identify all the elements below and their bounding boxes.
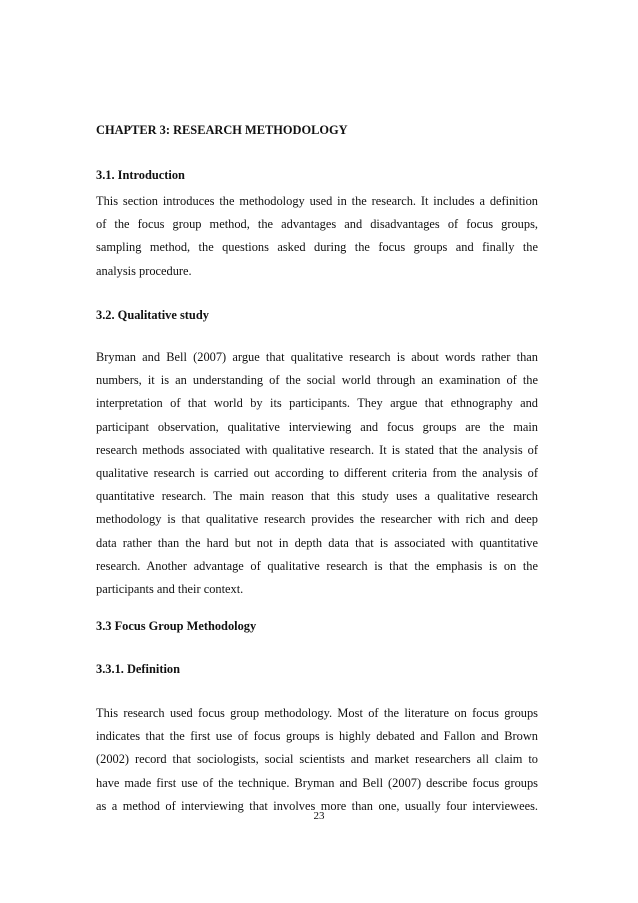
text-line: indicates that the first use of focus groups is highly debated and Fallon and Brown xyxy=(96,729,538,744)
text-line: data rather than the hard but not in depth data that is associated with quantitative xyxy=(96,535,538,550)
text-line: (2002) record that sociologists, social scientists and market researchers all claim to xyxy=(96,752,538,767)
section-heading-qualitative: 3.2. Qualitative study xyxy=(96,308,209,322)
text-line: This research used focus group methodology. Most of the literature on focus groups xyxy=(96,706,538,720)
text-line: analysis procedure. xyxy=(96,263,192,278)
section-heading-definition: 3.3.1. Definition xyxy=(96,662,180,676)
text-line: interpretation of that world by its participants. They argue that ethnography and xyxy=(96,396,538,411)
text-line: This section introduces the methodology used in the research. It includes a definition xyxy=(96,194,538,208)
text-line: research methods associated with qualitative research. It is stated that the analysis of xyxy=(96,442,538,457)
text-line: Bryman and Bell (2007) argue that qualitative research is about words rather than xyxy=(96,350,538,364)
text-line: methodology is that qualitative research provides the researcher with rich and deep xyxy=(96,512,538,527)
text-line: sampling method, the questions asked during the focus groups and finally the xyxy=(96,240,538,255)
section-heading-focus-group: 3.3 Focus Group Methodology xyxy=(96,619,257,633)
text-line: participant observation, qualitative interviewing and focus groups are the main xyxy=(96,419,538,434)
section-heading-introduction: 3.1. Introduction xyxy=(96,168,185,182)
text-line: qualitative research is carried out according to different criteria from the analysis of xyxy=(96,465,538,480)
chapter-title: CHAPTER 3: RESEARCH METHODOLOGY xyxy=(96,123,348,137)
text-line: of the focus group method, the advantages and disadvantages of focus groups, xyxy=(96,217,538,232)
text-line: research. Another advantage of qualitative research is that the emphasis is on the xyxy=(96,558,538,573)
text-line: numbers, it is an understanding of the social world through an examination of the xyxy=(96,373,538,388)
text-line: have made first use of the technique. Bryman and Bell (2007) describe focus groups xyxy=(96,775,538,790)
paragraph-introduction xyxy=(96,190,538,283)
page-number: 23 xyxy=(313,810,325,822)
text-line: quantitative research. The main reason that this study uses a qualitative research xyxy=(96,489,538,504)
paragraph-qualitative xyxy=(96,346,538,601)
paragraph-definition xyxy=(96,702,538,818)
text-line: as a method of interviewing that involves more than one, usually four interviewees. xyxy=(96,798,538,813)
text-line: participants and their context. xyxy=(96,581,244,596)
